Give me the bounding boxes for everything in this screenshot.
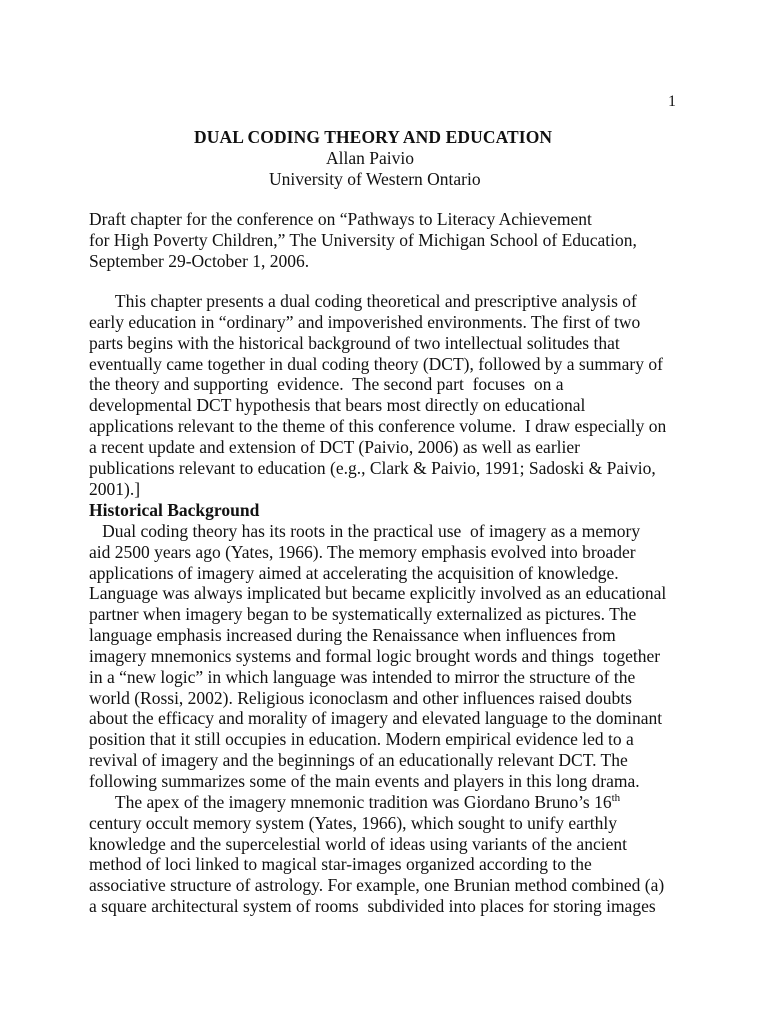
paragraph-line: the theory and supporting evidence. The second part focuses on a xyxy=(89,374,564,395)
historical-background-section xyxy=(89,500,689,917)
author-affiliation: University of Western Ontario xyxy=(269,169,481,189)
paragraph-line: applications relevant to the theme of this conference volume. I draw especially on xyxy=(89,416,667,437)
paragraph-line: publications relevant to education (e.g., Clark & Paivio, 1991; Sadoski & Paivio, xyxy=(89,457,656,478)
draft-note xyxy=(89,209,689,272)
paragraph-line: aid 2500 years ago (Yates, 1966). The memory emphasis evolved into broader xyxy=(89,541,636,562)
paragraph-line: position that it still occupies in education. Modern empirical evidence led to a xyxy=(89,729,634,750)
paragraph-line: Language was always implicated but became explicitly involved as an educational xyxy=(89,583,667,604)
paragraph-line: century occult memory system (Yates, 1966), which sought to unify earthly xyxy=(89,812,617,833)
page-number: 1 xyxy=(668,93,676,110)
paragraph-line: about the efficacy and morality of imagery and elevated language to the dominant xyxy=(89,708,663,729)
draft-line: for High Poverty Children,” The University of Michigan School of Education, xyxy=(89,229,637,250)
draft-line: September 29-October 1, 2006. xyxy=(89,250,310,271)
paragraph-line: a recent update and extension of DCT (Paivio, 2006) as well as earlier xyxy=(89,436,580,457)
paragraph-line: knowledge and the supercelestial world of ideas using variants of the ancient xyxy=(89,833,627,854)
paragraph-line: world (Rossi, 2002). Religious iconoclasm and other influences raised doubts xyxy=(89,687,632,708)
paragraph-line: developmental DCT hypothesis that bears most directly on educational xyxy=(89,395,586,416)
paragraph-line: Dual coding theory has its roots in the practical use of imagery as a memory xyxy=(89,520,641,541)
paragraph-text: The apex of the imagery mnemonic tradition was Giordano Bruno’s 16 xyxy=(89,791,612,812)
paragraph-line: early education in “ordinary” and impoverished environments. The first of two xyxy=(89,311,641,332)
paragraph-line: a square architectural system of rooms subdivided into places for storing images xyxy=(89,896,656,917)
paragraph-line: revival of imagery and the beginnings of an educationally relevant DCT. The xyxy=(89,750,628,771)
paragraph-line: following summarizes some of the main events and players in this long drama. xyxy=(89,770,640,791)
paragraph-line: language emphasis increased during the Renaissance when influences from xyxy=(89,625,616,646)
paragraph-line: 2001).] xyxy=(89,478,141,499)
paragraph-line: parts begins with the historical background of two intellectual solitudes that xyxy=(89,332,620,353)
paragraph-line: applications of imagery aimed at accelerating the acquisition of knowledge. xyxy=(89,562,619,583)
document-title: DUAL CODING THEORY AND EDUCATION xyxy=(194,127,553,147)
paragraph-line: partner when imagery began to be systematically externalized as pictures. The xyxy=(89,604,637,625)
paragraph-line: imagery mnemonics systems and formal logic brought words and things together xyxy=(89,645,661,666)
superscript: th xyxy=(611,791,621,804)
section-heading: Historical Background xyxy=(89,500,260,520)
draft-line: Draft chapter for the conference on “Pathways to Literacy Achievement xyxy=(89,209,592,229)
paragraph-line xyxy=(89,792,689,813)
author-name: Allan Paivio xyxy=(326,148,414,168)
paragraph-line: method of loci linked to magical star-images organized according to the xyxy=(89,854,592,875)
paragraph-line: associative structure of astrology. For example, one Brunian method combined (a) xyxy=(89,875,665,896)
abstract-paragraph xyxy=(89,291,689,499)
paragraph-line: in a “new logic” in which language was intended to mirror the structure of the xyxy=(89,666,636,687)
paragraph-line: This chapter presents a dual coding theoretical and prescriptive analysis of xyxy=(89,291,637,311)
paragraph-line: eventually came together in dual coding theory (DCT), followed by a summary of xyxy=(89,353,663,374)
